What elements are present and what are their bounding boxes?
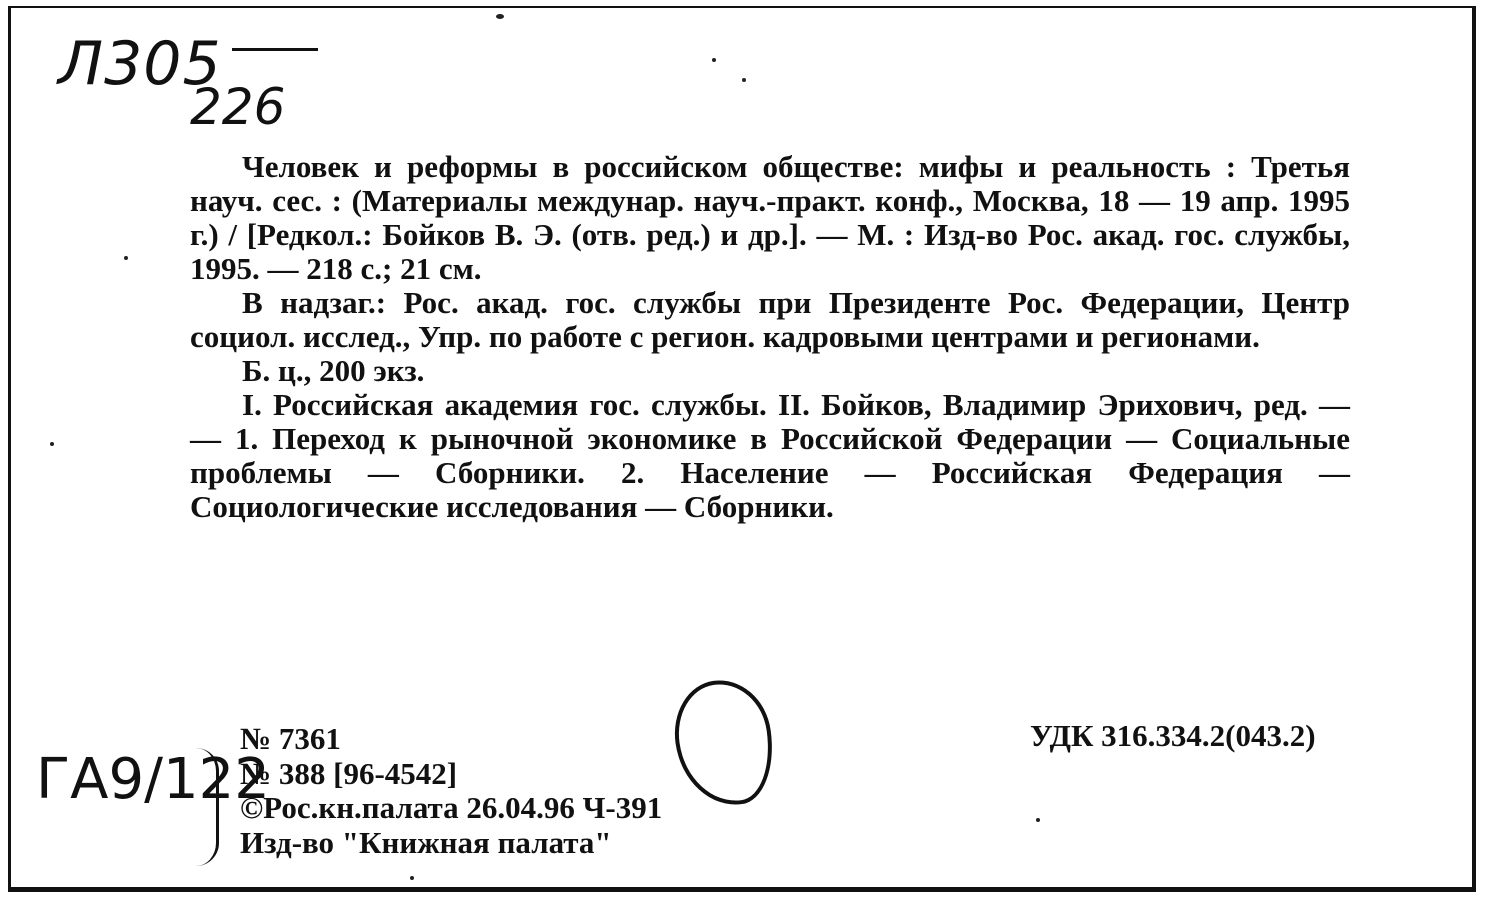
udk-code: УДК 316.334.2(043.2)	[1030, 718, 1316, 753]
shelf-mark-sub: 226	[190, 78, 286, 136]
bibliographic-description	[190, 150, 1350, 524]
code-line: № 7361	[240, 721, 341, 756]
header-note-paragraph: В надзаг.: Рос. акад. гос. службы при Президенте Рос. Федерации, Центр социол. исслед., Упр. по работе с регион. кадровыми центрами и регионами.	[190, 285, 1350, 354]
speck	[50, 442, 54, 446]
price-paragraph: Б. ц., 200 экз.	[242, 353, 425, 388]
shelf-mark-fraction-line	[232, 48, 318, 51]
subjects-paragraph: I. Российская академия гос. службы. II. Бойков, Владимир Эрихович, ред. — — 1. Переход к рыночной экономике в Российской Федерации — Социальные проблемы — Сборники. 2. Население — Российская Федерация — Социологические исследования — Сборники.	[190, 387, 1350, 524]
shelf-mark: Л305	[58, 29, 222, 99]
code-line: № 388 [96-4542]	[240, 755, 458, 791]
speck	[496, 14, 504, 19]
speck	[742, 78, 746, 82]
speck	[124, 256, 128, 260]
speck	[1036, 818, 1040, 822]
title-paragraph: Человек и реформы в российском обществе: мифы и реальность : Третья науч. сес. : (Материалы междунар. науч.-практ. конф., Москва, 18 — 19 апр. 1995 г.) / [Редкол.: Бойков В. Э. (отв. ред.) и др.]. — М. : Изд-во Рос. акад. гос. службы, 1995. — 218 с.; 21 см.	[190, 149, 1350, 286]
handwritten-note: ГА9/122	[36, 747, 270, 812]
speck	[712, 58, 716, 62]
code-line: Изд-во "Книжная палата"	[240, 824, 612, 860]
handwritten-bracket	[196, 748, 219, 866]
registration-codes	[240, 722, 662, 860]
code-line: ©Рос.кн.палата 26.04.96 Ч-391	[240, 790, 663, 825]
speck	[410, 876, 414, 880]
